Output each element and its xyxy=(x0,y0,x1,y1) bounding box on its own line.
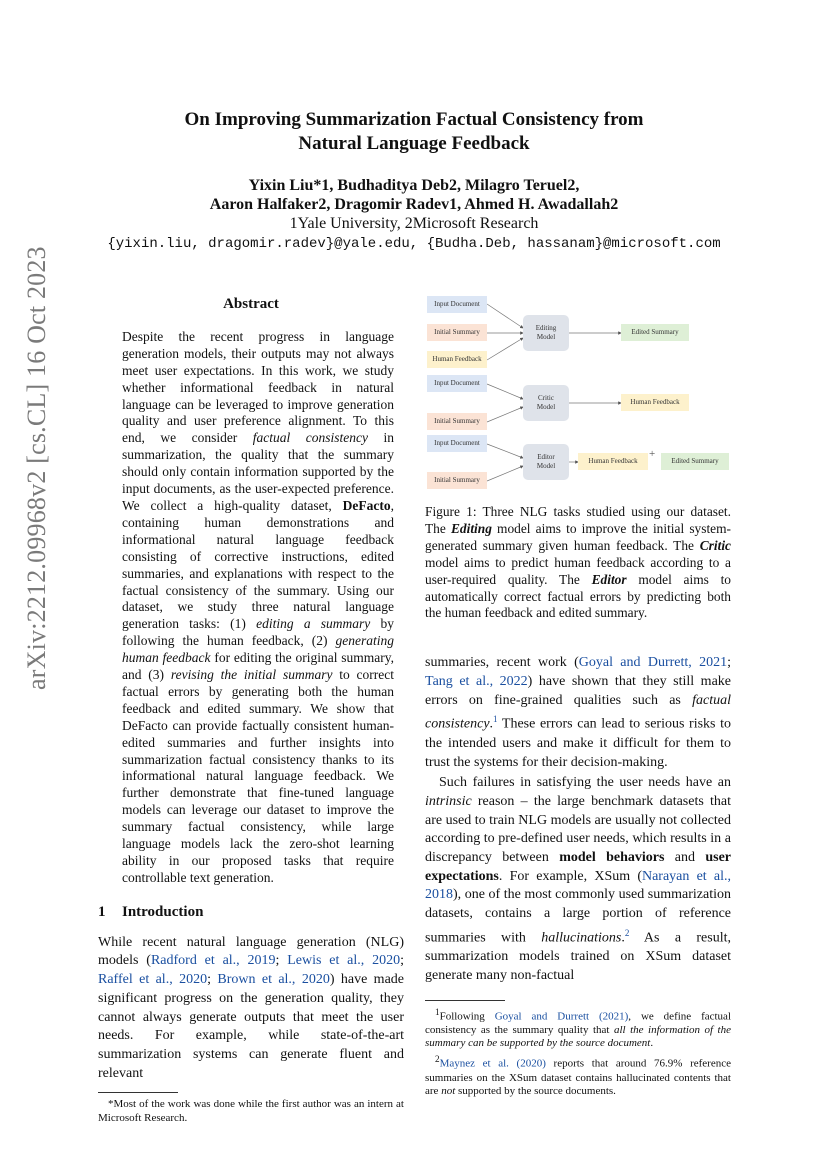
figure-box-initial-summary: Initial Summary xyxy=(427,324,487,341)
footnote-1: $^1$Following Goyal and Durrett (2021), we define factual consistency as the summary quality that all the information of the summary can be supported by the source document. xyxy=(425,1006,732,1050)
footnote-link[interactable]: 1 xyxy=(493,714,498,725)
footnote-rule xyxy=(98,1092,178,1093)
title-line-1: On Improving Summarization Factual Consistency from xyxy=(184,109,644,130)
figure-editor-model: Editor Model xyxy=(523,444,569,480)
footnote-link[interactable]: 2 xyxy=(624,927,630,938)
figure-box-input-document: Input Document xyxy=(427,375,487,392)
section-heading-introduction: 1 Introduction xyxy=(98,903,204,920)
authors-line-2: Aaron Halfaker2, Dragomir Radev1, Ahmed H. Awadallah2 xyxy=(209,196,619,213)
figure-box-edited-summary: Edited Summary xyxy=(621,324,689,341)
figure-box-input-document: Input Document xyxy=(427,296,487,313)
abstract-heading: Abstract xyxy=(223,296,279,312)
title-line-2: Natural Language Feedback xyxy=(298,133,530,154)
author-emails: {yixin.liu, dragomir.radev}@yale.edu, {Budha.Deb, hassanam}@microsoft.com xyxy=(107,236,721,252)
footnote-rule xyxy=(425,1000,505,1001)
citation-link[interactable]: Narayan et al., 2018 xyxy=(425,868,731,903)
left-column xyxy=(98,296,404,1125)
citation-link[interactable]: Radford et al., 2019 xyxy=(150,953,276,969)
right-column xyxy=(425,292,731,1098)
arxiv-identifier-stamp: arXiv:2212.09968v2 [cs.CL] 16 Oct 2023 xyxy=(22,246,51,690)
footnote-2: $^2$Maynez et al. (2020) reports that around 76.9% reference summaries on the XSum dataset contains hallucinated contents that are not supported by the source documents. xyxy=(425,1054,731,1097)
citation-link[interactable]: Raffel et al., 2020 xyxy=(98,972,208,988)
citation-link[interactable]: Goyal and Durrett (2021) xyxy=(494,1010,629,1023)
paper-title xyxy=(100,108,728,156)
authors-line-1: Yixin Liu*1, Budhaditya Deb2, Milagro Teruel2, xyxy=(248,177,580,194)
author-block xyxy=(80,176,748,254)
intro-paragraph: While recent natural language generation (NLG) models (Radford et al., 2019; Lewis et al., 2020; Raffel et al., 2020; Brown et al., 2020) have made significant progress on the generation quality, they cannot always generate outputs that meet the user needs. For example, while state-of-the-art summarization systems can generate fluent and relevant xyxy=(98,934,405,1081)
citation-link[interactable]: Brown et al., 2020 xyxy=(217,972,330,988)
citation-link[interactable]: Tang et al., 2022 xyxy=(425,674,528,690)
right-paragraph-1: summaries, recent work (Goyal and Durrett, 2021; Tang et al., 2022) have shown that they still make errors on fine-grained qualities such as factual consistency.$^1$ These errors can lead to serious risks to the intended users and make it difficult for them to trust the systems for their decision-making. xyxy=(425,655,731,770)
figure-box-human-feedback: Human Feedback xyxy=(578,453,648,470)
citation-link[interactable]: Goyal and Durrett, 2021 xyxy=(578,655,728,671)
figure-box-human-feedback: Human Feedback xyxy=(427,351,487,368)
figure-plus-sign: + xyxy=(649,448,656,460)
figure-box-human-feedback: Human Feedback xyxy=(621,394,689,411)
figure-critic-model: Critic Model xyxy=(523,385,569,421)
citation-link[interactable]: Maynez et al. (2020) xyxy=(439,1058,546,1071)
figure-box-initial-summary: Initial Summary xyxy=(427,472,487,489)
figure-1-caption: Figure 1: Three NLG tasks studied using our dataset. The Editing model aims to improve the initial system-generated summary given human feedback. The Critic model aims to predict human feedback according to a user-required quality. The Editor model aims to automatically correct factual errors by predicting both the human feedback and edited summary. xyxy=(425,504,731,621)
abstract-body: Despite the recent progress in language generation models, their outputs may not always meet user expectations. In this work, we study whether informational feedback in natural language can be leveraged to improve generation quality and user preference alignment. To this end, we consider factual consistency in summarization, the quality that the summary should only contain information supported by the input documents, as the user-expected preference. We collect a high-quality dataset, DeFacto, containing human demonstrations and informational natural language feedback consisting of corrective instructions, edited summaries, and explanations with respect to the factual consistency of the summary. Using our dataset, we study three natural language generation tasks: (1) editing a summary by following the human feedback, (2) generating human feedback for editing the original summary, and (3) revising the initial summary to correct factual errors by generating both the human feedback and edited summary. We show that DeFacto can provide factually consistent human-edited summaries and further insights into summarization factual consistency thanks to its informational natural language feedback. We further demonstrate that fine-tuned language models can leverage our dataset to improve the summary factual consistency, while large language models lack the zero-shot learning ability in our proposed tasks that require controllable text generation. xyxy=(122,328,395,885)
right-paragraph-2: Such failures in satisfying the user needs have an intrinsic reason – the large benchmark datasets that are used to train NLG models are usually not collected according to pre-defined user needs, which results in a discrepancy between model behaviors and user expectations. For example, XSum (Narayan et al., 2018), one of the most commonly used summarization datasets, contains a large portion of reference summaries with hallucinations.$^2$ As a result, summarization models trained on XSum dataset generate many non-factual xyxy=(425,775,731,983)
figure-box-initial-summary: Initial Summary xyxy=(427,413,487,430)
footnote-author: *Most of the work was done while the first author was an intern at Microsoft Research. xyxy=(98,1098,404,1124)
figure-1-diagram xyxy=(425,292,731,492)
figure-box-input-document: Input Document xyxy=(427,435,487,452)
affiliations: 1Yale University, 2Microsoft Research xyxy=(289,215,539,232)
citation-link[interactable]: Lewis et al., 2020 xyxy=(287,953,401,969)
figure-box-edited-summary: Edited Summary xyxy=(661,453,729,470)
figure-editing-model: Editing Model xyxy=(523,315,569,351)
